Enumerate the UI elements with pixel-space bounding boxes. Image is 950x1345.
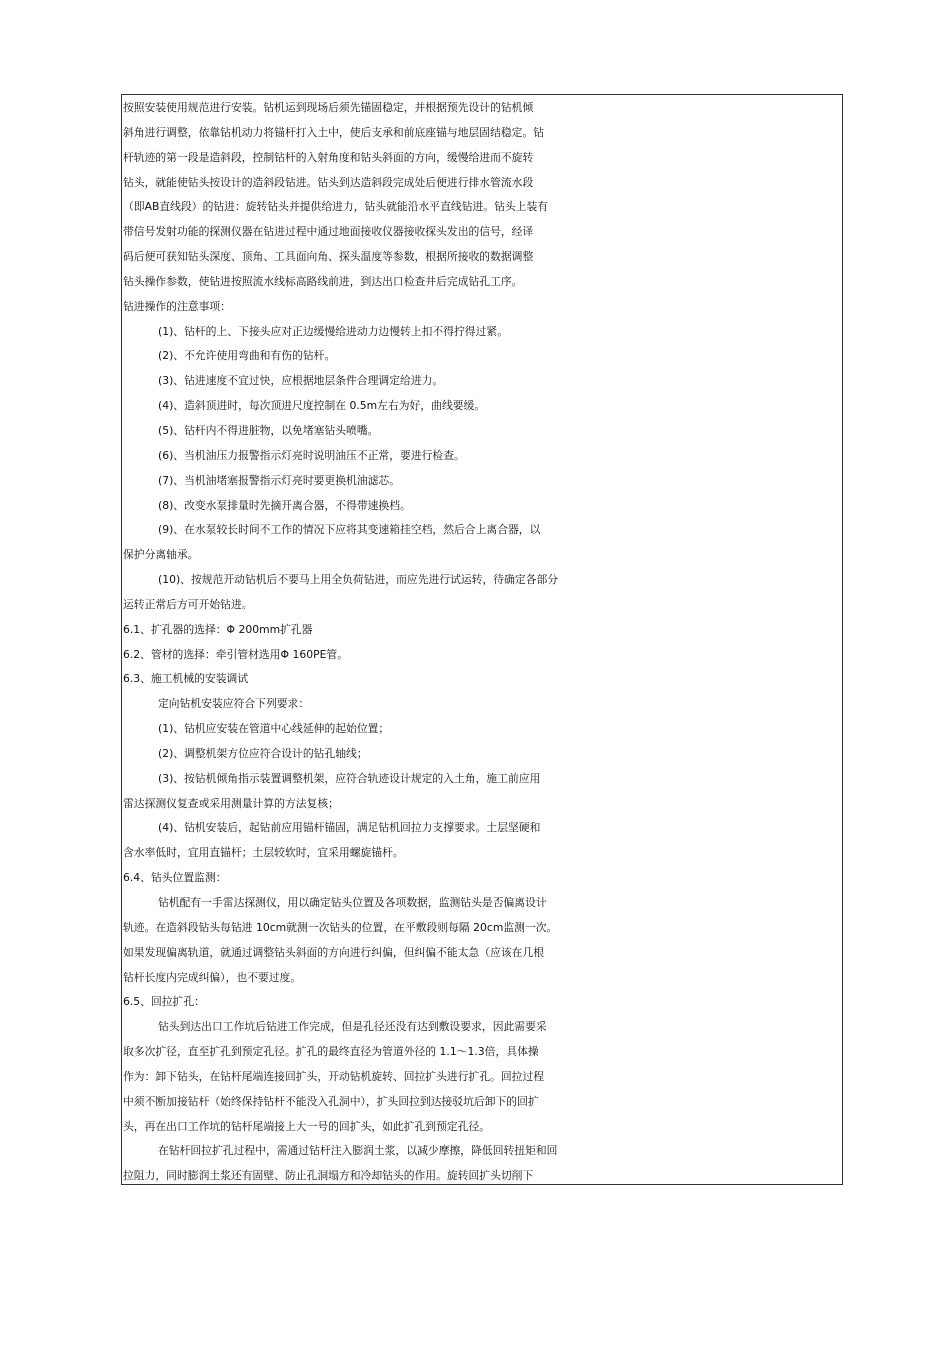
text-line: (1)、钻机应安装在管道中心线延伸的起始位置； [158,722,390,736]
text-line: 钻机配有一手雷达探测仪，用以确定钻头位置及各项数据，监测钻头是否偏离设计 [158,896,547,909]
text-line: 头，再在出口工作坑的钻杆尾端接上大一号的回扩头，如此扩孔到预定孔径。 [123,1119,491,1133]
text-line: 如果发现偏离轨道，就通过调整钻头斜面的方向进行纠偏，但纠偏不能太急（应该在几根 [123,945,545,959]
text-line: 钻头到达出口工作坑后钻进工作完成，但是孔径还没有达到敷设要求，因此需要采 [158,1020,547,1034]
text-line: （即AB直线段）的钻进：旋转钻头并提供给进力，钻头就能沿水平直线钻进。钻头上装有 [123,200,549,214]
text-line: (10)、按规范开动钻机后不要马上用全负荷钻进，而应先进行试运转，待确定各部分 [158,573,559,587]
text-line: (5)、钻杆内不得进脏物，以免堵塞钻头喷嘴。 [158,423,379,437]
text-line: 运转正常后方可开始钻进。 [123,597,253,611]
text-line: (1)、钻杆的上、下接头应对正边缓慢给进动力边慢转上扣不得拧得过紧。 [158,324,508,338]
text-line: 含水率低时，宜用直锚杆；土层较软时，宜采用螺旋锚杆。 [123,846,404,860]
text-line: (2)、调整机架方位应符合设计的钻孔轴线； [158,746,368,760]
text-line: 6.4、钻头位置监测： [123,871,227,885]
text-line: 6.1、扩孔器的选择：Φ 200mm扩孔器 [123,622,313,636]
text-line: (2)、不允许使用弯曲和有伤的钻杆。 [158,349,336,363]
text-line: 保护分离轴承。 [123,548,199,562]
text-line: 按照安装使用规范进行安装。钻机运到现场后须先锚固稳定，并根据预先设计的钻机倾 [123,101,534,114]
text-line: 6.2、管材的选择：牵引管材选用Φ 160PE管。 [123,647,348,661]
text-line: 钻头操作参数，使钻进按照流水线标高路线前进，到达出口检查井后完成钻孔工序。 [123,274,523,288]
text-line: 拉阻力，同时膨润土浆还有固壁、防止孔洞塌方和冷却钻头的作用。旋转回扩头切削下 [123,1169,534,1183]
text-line: (3)、钻进速度不宜过快，应根据地层条件合理调定给进力。 [158,374,444,388]
text-line: (4)、造斜顶进时，每次顶进尺度控制在 0.5m左右为好，曲线要缓。 [158,399,486,413]
text-line: 定向钻机安装应符合下列要求： [158,697,310,711]
text-line: 钻杆长度内完成纠偏），也不要过度。 [123,970,302,984]
document-body [123,96,841,1189]
text-line: 带信号发射功能的探测仪器在钻进过程中通过地面接收仪器接收探头发出的信号，经译 [123,225,534,239]
text-line: 中须不断加接钻杆（始终保持钻杆不能没入孔洞中），扩头回拉到达接驳坑后卸下的回扩 [123,1094,539,1108]
text-line: 杆轨迹的第一段是造斜段，控制钻杆的入射角度和钻头斜面的方向，缓慢给进而不旋转 [123,150,534,164]
text-line: 码后便可获知钻头深度、顶角、工具面向角、探头温度等参数，根据所接收的数据调整 [123,250,534,264]
text-line: (9)、在水泵较长时间不工作的情况下应将其变速箱挂空档，然后合上离合器，以 [158,523,541,537]
text-line: 6.3、施工机械的安装调试 [123,672,249,686]
text-line: (7)、当机油堵塞报警指示灯亮时要更换机油滤芯。 [158,473,401,487]
text-line: 雷达探测仪复查或采用测量计算的方法复核； [123,796,339,810]
text-line: (6)、当机油压力报警指示灯亮时说明油压不正常，要进行检查。 [158,448,465,462]
text-line: 作为：卸下钻头，在钻杆尾端连接回扩头，开动钻机旋转、回拉扩头进行扩孔。回拉过程 [123,1069,545,1083]
text-line: (3)、按钻机倾角指示装置调整机架，应符合轨迹设计规定的入土角，施工前应用 [158,771,541,785]
text-line: 轨迹。在造斜段钻头每钻进 10cm就测一次钻头的位置，在平敷段则每隔 20cm监测一次。 [123,920,558,934]
text-line: (4)、钻机安装后，起钻前应用锚杆锚固，满足钻机回拉力支撑要求。土层坚硬和 [158,821,541,835]
text-line: 6.5、回拉扩孔： [123,995,205,1009]
text-line: 在钻杆回拉扩孔过程中，需通过钻杆注入膨润土浆，以减少摩擦，降低回转扭矩和回 [158,1144,558,1158]
text-line: 钻进操作的注意事项： [123,299,231,313]
text-line: (8)、改变水泵排量时先摘开离合器，不得带速换档。 [158,498,411,512]
text-line: 取多次扩径，直至扩孔到预定孔径。扩孔的最终直径为管道外径的 1.1～1.3倍，具体操 [123,1045,539,1059]
text-line: 钻头，就能使钻头按设计的造斜段钻进。钻头到达造斜段完成处后便进行排水管流水段 [123,175,534,189]
text-line: 斜角进行调整，依靠钻机动力将锚杆打入土中，使后支承和前底座锚与地层固结稳定。钻 [123,125,545,139]
